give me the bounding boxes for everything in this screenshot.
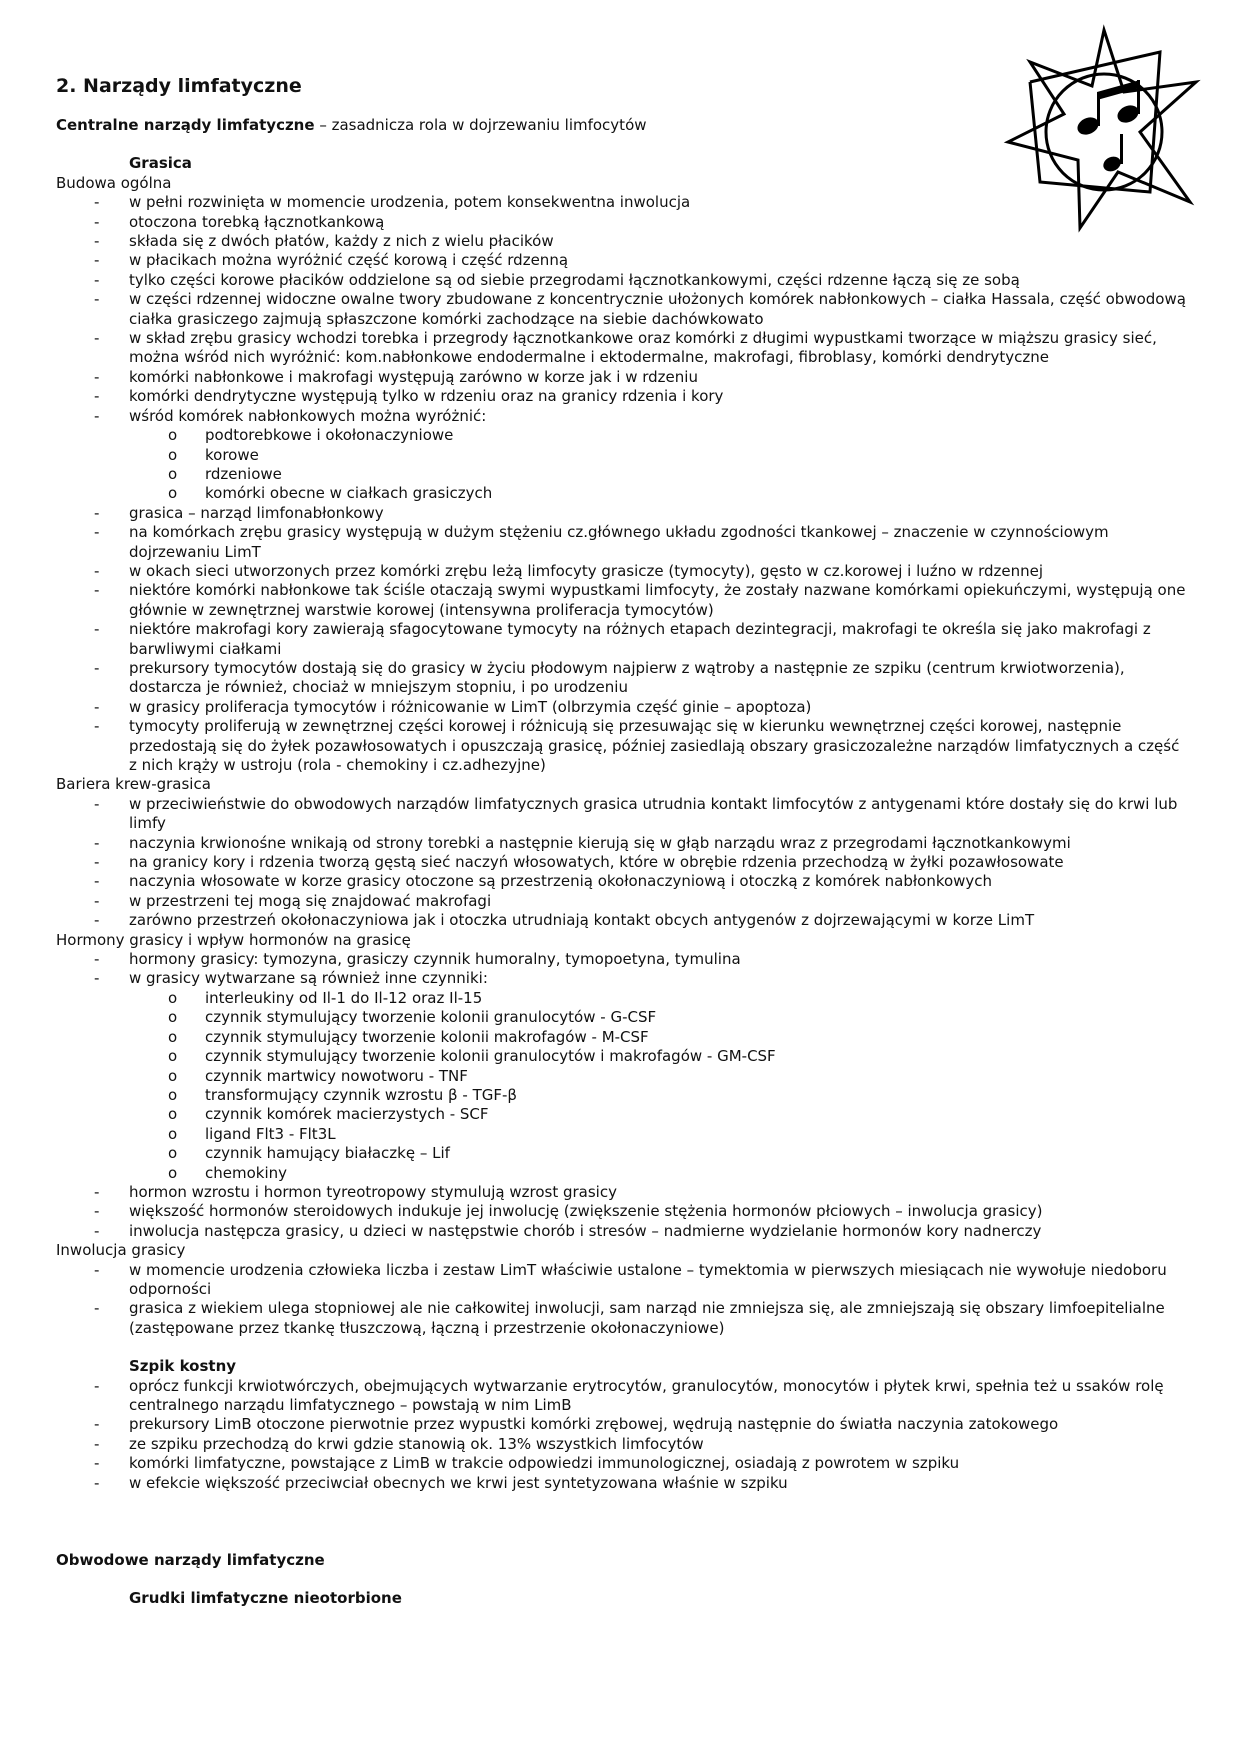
szpik-heading: Szpik kostny (129, 1357, 237, 1376)
obwodowe-heading: Obwodowe narządy limfatyczne (56, 1551, 325, 1570)
nablonkowe-sublist (56, 426, 1186, 504)
szpik-list (56, 1377, 1186, 1493)
sub-list-item: o czynnik martwicy nowotworu - TNF (56, 1067, 1186, 1086)
sub-list-item: o rdzeniowe (56, 465, 1186, 484)
sub-list-item: o czynnik komórek macierzystych - SCF (56, 1105, 1186, 1124)
list-item: - hormony grasicy: tymozyna, grasiczy czynnik humoralny, tymopoetyna, tymulina (56, 950, 1186, 969)
grudki-heading: Grudki limfatyczne nieotorbione (129, 1589, 402, 1608)
list-item: - w pełni rozwinięta w momencie urodzenia, potem konsekwentna inwolucja (56, 193, 1186, 212)
list-item: - prekursory tymocytów dostają się do grasicy w życiu płodowym najpierw z wątroby a następnie ze szpiku (centrum krwiotworzenia), dostarcza je również, chociaż w mniejszym stopniu, i po urodzeniu (56, 659, 1186, 698)
list-item: - oprócz funkcji krwiotwórczych, obejmujących wytwarzanie erytrocytów, granulocytów, monocytów i płytek krwi, spełnia też u ssaków rolę centralnego narządu limfatycznego – powstają w nim LimB (56, 1377, 1186, 1416)
list-item: - w skład zrębu grasicy wchodzi torebka i przegrody łącznotkankowe oraz komórki z długimi wypustkami tworzące w miąższu grasicy sieć, można wśród nich wyróżnić: kom.nabłonkowe endodermalne i ektodermalne, makrofagi, fibroblasy, komórki dendrytyczne (56, 329, 1186, 368)
sub-list-item: o czynnik hamujący białaczkę – Lif (56, 1144, 1186, 1163)
central-description: – zasadnicza rola w dojrzewaniu limfocytów (314, 116, 647, 134)
list-item: - w płacikach można wyróżnić część korową i część rdzenną (56, 251, 1186, 270)
central-heading-line (56, 116, 1186, 135)
list-item: - w grasicy wytwarzane są również inne czynniki: (56, 969, 1186, 988)
list-item: - w okach sieci utworzonych przez komórki zrębu leżą limfocyty grasicze (tymocyty), gęsto w cz.korowej i luźno w rdzennej (56, 562, 1186, 581)
sub-list-item: o chemokiny (56, 1164, 1186, 1183)
hormony-heading: Hormony grasicy i wpływ hormonów na grasicę (56, 930, 411, 949)
sub-list-item: o korowe (56, 446, 1186, 465)
list-item: - niektóre komórki nabłonkowe tak ściśle otaczają swymi wypustkami limfocyty, że zostały nazwane komórkami opiekuńczymi, występują one głównie w zewnętrznej warstwie korowej (intensywna proliferacja tymocytów) (56, 581, 1186, 620)
list-item: - tymocyty proliferują w zewnętrznej części korowej i różnicują się przesuwając się w kierunku wewnętrznej części korowej, następnie przedostają się do żyłek pozawłosowatych i opuszczają grasicę, później zasiedlają obszary grasiczozależne narządów limfatycznych a część z nich krąży w ustroju (rola - chemokiny i cz.adhezyjne) (56, 717, 1186, 775)
list-item: - tylko części korowe płacików oddzielone są od siebie przegrodami łącznotkankowymi, części rdzenne łączą się ze sobą (56, 271, 1186, 290)
bariera-heading: Bariera krew-grasica (56, 775, 211, 794)
list-item: - większość hormonów steroidowych indukuje jej inwolucję (zwiększenie stężenia hormonów płciowych – inwolucja grasicy) (56, 1202, 1186, 1221)
budowa-list (56, 193, 1186, 426)
list-item: - na granicy kory i rdzenia tworzą gęstą sieć naczyń włosowatych, które w obrębie rdzenia przechodzą w żyłki pozawłosowate (56, 853, 1186, 872)
list-item: - składa się z dwóch płatów, każdy z nich z wielu płacików (56, 232, 1186, 251)
central-heading: Centralne narządy limfatyczne (56, 116, 315, 134)
document-body (56, 74, 1186, 1609)
list-item: - prekursory LimB otoczone pierwotnie przez wypustki komórki zrębowej, wędrują następnie do światła naczynia zatokowego (56, 1415, 1186, 1434)
list-item: - wśród komórek nabłonkowych można wyróżnić: (56, 407, 1186, 426)
list-item: - hormon wzrostu i hormon tyreotropowy stymulują wzrost grasicy (56, 1183, 1186, 1202)
list-item: - w momencie urodzenia człowieka liczba i zestaw LimT właściwie ustalone – tymektomia w pierwszych miesiącach nie wywołuje niedoboru odporności (56, 1261, 1186, 1300)
sub-list-item: o komórki obecne w ciałkach grasiczych (56, 484, 1186, 503)
grasica-heading: Grasica (129, 154, 192, 173)
bariera-list (56, 795, 1186, 931)
list-item: - grasica z wiekiem ulega stopniowej ale nie całkowitej inwolucji, sam narząd nie zmniejsza się, ale zmniejszają się obszary limfoepitelialne (zastępowane przez tkankę tłuszczową, łączną i przestrzenie okołonaczyniowe) (56, 1299, 1186, 1338)
list-item: - naczynia włosowate w korze grasicy otoczone są przestrzenią okołonaczyniową i otoczką z komórek nabłonkowych (56, 872, 1186, 891)
hormony-list-continued (56, 1183, 1186, 1241)
sub-list-item: o czynnik stymulujący tworzenie kolonii makrofagów - M-CSF (56, 1028, 1186, 1047)
czynniki-sublist (56, 989, 1186, 1183)
sub-list-item: o ligand Flt3 - Flt3L (56, 1125, 1186, 1144)
sub-list-item: o czynnik stymulujący tworzenie kolonii granulocytów i makrofagów - GM-CSF (56, 1047, 1186, 1066)
page-title: 2. Narządy limfatyczne (56, 75, 302, 97)
hormony-list (56, 950, 1186, 989)
list-item: - komórki dendrytyczne występują tylko w rdzeniu oraz na granicy rdzenia i kory (56, 387, 1186, 406)
list-item: - na komórkach zrębu grasicy występują w dużym stężeniu cz.głównego układu zgodności tkankowej – znaczenie w czynnościowym dojrzewaniu LimT (56, 523, 1186, 562)
list-item: - ze szpiku przechodzą do krwi gdzie stanowią ok. 13% wszystkich limfocytów (56, 1435, 1186, 1454)
list-item: - zarówno przestrzeń okołonaczyniowa jak i otoczka utrudniają kontakt obcych antygenów z dojrzewającymi w korze LimT (56, 911, 1186, 930)
list-item: - w przestrzeni tej mogą się znajdować makrofagi (56, 892, 1186, 911)
inwolucja-heading: Inwolucja grasicy (56, 1241, 186, 1260)
list-item: - niektóre makrofagi kory zawierają sfagocytowane tymocyty na różnych etapach dezintegracji, makrofagi te określa się jako makrofagi z barwliwymi ciałkami (56, 620, 1186, 659)
list-item: - w efekcie większość przeciwciał obecnych we krwi jest syntetyzowana właśnie w szpiku (56, 1474, 1186, 1493)
list-item: - inwolucja następcza grasicy, u dzieci w następstwie chorób i stresów – nadmierne wydzielanie hormonów kory nadnerczy (56, 1222, 1186, 1241)
sub-list-item: o transformujący czynnik wzrostu β - TGF-β (56, 1086, 1186, 1105)
budowa-list-continued (56, 504, 1186, 776)
list-item: - komórki limfatyczne, powstające z LimB w trakcie odpowiedzi immunologicznej, osiadają z powrotem w szpiku (56, 1454, 1186, 1473)
list-item: - w części rdzennej widoczne owalne twory zbudowane z koncentrycznie ułożonych komórek nabłonkowych – ciałka Hassala, część obwodową ciałka grasiczego zajmują spłaszczone komórki zachodzące na siebie dachówkowato (56, 290, 1186, 329)
list-item: - naczynia krwionośne wnikają od strony torebki a następnie kierują się w głąb narządu wraz z przegrodami łącznotkankowymi (56, 834, 1186, 853)
sub-list-item: o interleukiny od Il-1 do Il-12 oraz Il-15 (56, 989, 1186, 1008)
sub-list-item: o czynnik stymulujący tworzenie kolonii granulocytów - G-CSF (56, 1008, 1186, 1027)
list-item: - w grasicy proliferacja tymocytów i różnicowanie w LimT (olbrzymia część ginie – apoptoza) (56, 698, 1186, 717)
budowa-heading: Budowa ogólna (56, 173, 172, 192)
sub-list-item: o podtorebkowe i okołonaczyniowe (56, 426, 1186, 445)
list-item: - otoczona torebką łącznotkankową (56, 213, 1186, 232)
list-item: - grasica – narząd limfonabłonkowy (56, 504, 1186, 523)
list-item: - w przeciwieństwie do obwodowych narządów limfatycznych grasica utrudnia kontakt limfocytów z antygenami które dostały się do krwi lub limfy (56, 795, 1186, 834)
inwolucja-list (56, 1261, 1186, 1339)
list-item: - komórki nabłonkowe i makrofagi występują zarówno w korze jak i w rdzeniu (56, 368, 1186, 387)
